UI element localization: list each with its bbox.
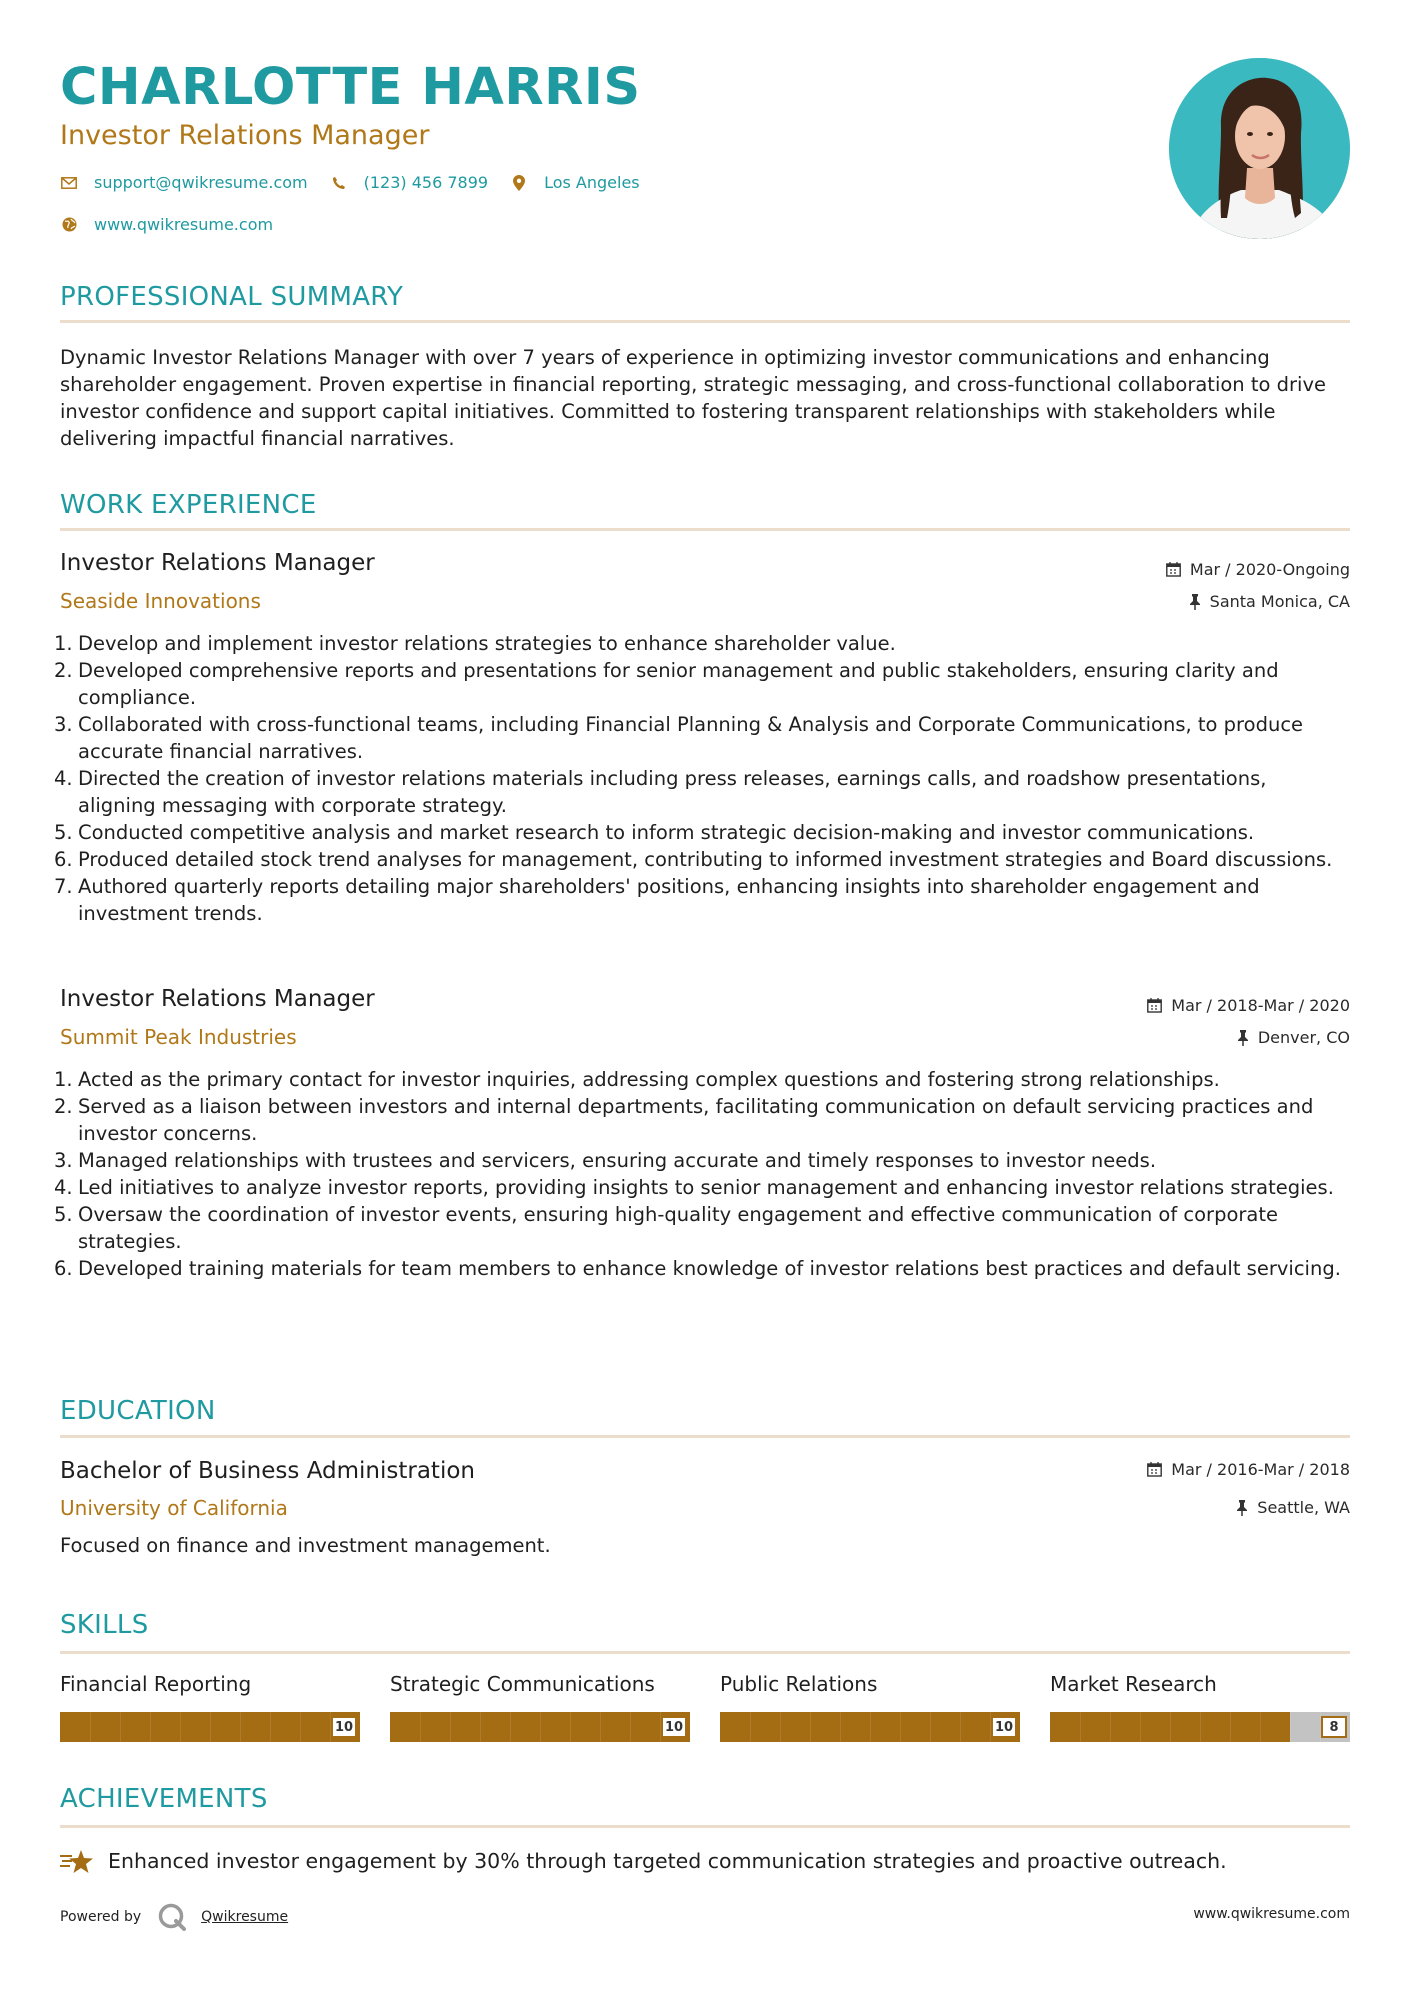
skill-name: Financial Reporting — [60, 1672, 252, 1696]
list-item: 5. Conducted competitive analysis and market research to inform strategic decision-making and investor communications. — [54, 821, 1255, 844]
location-text: Los Angeles — [544, 173, 640, 192]
education-dates-text: Mar / 2016-Mar / 2018 — [1171, 1460, 1350, 1479]
section-divider — [60, 1435, 1350, 1438]
skill-bar-segment — [930, 1712, 931, 1742]
skill-bar-segment — [210, 1712, 211, 1742]
summary-heading: PROFESSIONAL SUMMARY — [60, 282, 404, 312]
skill-bar-segment — [540, 1712, 541, 1742]
skill-bar-segment — [300, 1712, 301, 1742]
education-location — [1236, 1498, 1350, 1517]
skill-bar-segment — [900, 1712, 901, 1742]
skill-name: Market Research — [1050, 1672, 1217, 1696]
footer-url[interactable]: www.qwikresume.com — [1193, 1906, 1350, 1922]
skill-bar-segment — [600, 1712, 601, 1742]
website-text: www.qwikresume.com — [94, 215, 274, 234]
job-title: Investor Relations Manager — [60, 986, 375, 1012]
skill-bar-segment — [450, 1712, 451, 1742]
calendar-icon — [1166, 562, 1181, 577]
powered-by-label: Powered by — [60, 1909, 142, 1925]
contact-website[interactable] — [60, 215, 273, 234]
list-item: 6. Produced detailed stock trend analyses for management, contributing to informed investment strategies and Board discussions. — [54, 848, 1333, 871]
skill-bar-segment — [1260, 1712, 1261, 1742]
skill-bar-segment — [1110, 1712, 1111, 1742]
education-dates — [1147, 1460, 1350, 1479]
skills-heading: SKILLS — [60, 1610, 149, 1640]
skill-bar — [1050, 1712, 1350, 1742]
experience-heading: WORK EXPERIENCE — [60, 490, 317, 520]
qwikresume-logo-icon — [157, 1902, 187, 1932]
education-heading: EDUCATION — [60, 1396, 216, 1426]
skill-bar-segment — [240, 1712, 241, 1742]
achievement-item — [60, 1848, 1227, 1874]
pushpin-icon — [1189, 594, 1201, 610]
candidate-name: CHARLOTTE HARRIS — [60, 58, 641, 117]
job-location — [1237, 1028, 1350, 1047]
skill-bar-segment — [810, 1712, 811, 1742]
skill-name: Strategic Communications — [390, 1672, 655, 1696]
job-dates-text: Mar / 2020-Ongoing — [1189, 560, 1350, 579]
skill-bar-segment — [630, 1712, 631, 1742]
job-location-text: Santa Monica, CA — [1209, 592, 1350, 611]
skill-bar-segment — [1170, 1712, 1171, 1742]
map-pin-icon — [510, 174, 528, 192]
education-location-text: Seattle, WA — [1257, 1498, 1350, 1517]
contact-row — [60, 173, 662, 192]
skill-item — [60, 1672, 360, 1742]
skill-bar-segment — [180, 1712, 181, 1742]
list-item: 6. Developed training materials for team members to enhance knowledge of investor relations best practices and default servicing. — [54, 1257, 1341, 1280]
skill-bar — [720, 1712, 1020, 1742]
education-description: Focused on finance and investment management. — [60, 1534, 551, 1557]
skill-score: 10 — [661, 1716, 687, 1738]
skill-score: 10 — [991, 1716, 1017, 1738]
resume-page — [54, 0, 1350, 1990]
list-item: 5. Oversaw the coordination of investor events, ensuring high-quality engagement and effective communication of corporate strategies. — [54, 1203, 1278, 1253]
skill-bar-segment — [750, 1712, 751, 1742]
pushpin-icon — [1237, 1030, 1249, 1046]
avatar — [1169, 58, 1350, 239]
list-item: 3. Managed relationships with trustees and servicers, ensuring accurate and timely responses to investor needs. — [54, 1149, 1157, 1172]
brand-link[interactable]: Qwikresume — [201, 1909, 289, 1925]
portrait-image — [1169, 58, 1350, 239]
section-divider — [60, 320, 1350, 323]
skill-bar-segment — [1080, 1712, 1081, 1742]
skill-bar-segment — [270, 1712, 271, 1742]
section-divider — [60, 1825, 1350, 1828]
section-divider — [60, 528, 1350, 531]
company-name: Seaside Innovations — [60, 589, 261, 613]
skill-bar-segment — [90, 1712, 91, 1742]
skill-bar-segment — [120, 1712, 121, 1742]
skill-bar-segment — [780, 1712, 781, 1742]
envelope-icon — [60, 174, 78, 192]
job-title: Investor Relations Manager — [60, 550, 375, 576]
phone-text: (123) 456 7899 — [363, 173, 489, 192]
skill-item — [720, 1672, 1020, 1742]
list-item: 4. Led initiatives to analyze investor reports, providing insights to senior management and enhancing investor relations strategies. — [54, 1176, 1334, 1199]
globe-icon — [60, 216, 78, 234]
list-item: 4. Directed the creation of investor relations materials including press releases, earnings calls, and roadshow presentations, aligning messaging with corporate strategy. — [54, 767, 1267, 817]
skill-bar-segment — [1140, 1712, 1141, 1742]
summary-text: Dynamic Investor Relations Manager with over 7 years of experience in optimizing investor communications and enhancing shareholder engagement. Proven expertise in financial reporting, strategic messaging, and cross-functional collaboration to drive investor confidence and support capital initiatives. Committed to fostering transparent relationships with stakeholders while delivering impactful financial narratives. — [60, 346, 1326, 450]
footer-powered-by — [60, 1902, 288, 1932]
job-bullets — [54, 630, 1350, 927]
skill-score: 8 — [1321, 1716, 1347, 1738]
calendar-icon — [1147, 1462, 1162, 1477]
contact-row-web — [60, 215, 295, 234]
achievement-text: Enhanced investor engagement by 30% through targeted communication strategies and proactive outreach. — [108, 1849, 1227, 1873]
job-location-text: Denver, CO — [1257, 1028, 1350, 1047]
skill-bar-segment — [870, 1712, 871, 1742]
skill-item — [1050, 1672, 1350, 1742]
calendar-icon — [1147, 998, 1162, 1013]
skill-bar-segment — [420, 1712, 421, 1742]
contact-location — [510, 173, 640, 192]
job-location — [1189, 592, 1350, 611]
shooting-star-icon — [60, 1848, 94, 1874]
job-dates — [1166, 560, 1350, 579]
skill-bar — [60, 1712, 360, 1742]
list-item: 3. Collaborated with cross-functional teams, including Financial Planning & Analysis and Corporate Communications, to produce accurate financial narratives. — [54, 713, 1304, 763]
skill-bar-segment — [510, 1712, 511, 1742]
skill-bar-segment — [480, 1712, 481, 1742]
skill-score: 10 — [331, 1716, 357, 1738]
skill-bar-segment — [960, 1712, 961, 1742]
list-item: 7. Authored quarterly reports detailing major shareholders' positions, enhancing insights into shareholder engagement and investment trends. — [54, 875, 1260, 925]
company-name: Summit Peak Industries — [60, 1025, 297, 1049]
list-item: 2. Developed comprehensive reports and presentations for senior management and public stakeholders, ensuring clarity and compliance. — [54, 659, 1279, 709]
skill-name: Public Relations — [720, 1672, 878, 1696]
candidate-title: Investor Relations Manager — [60, 120, 430, 151]
pushpin-icon — [1236, 1500, 1248, 1516]
list-item: 1. Acted as the primary contact for investor inquiries, addressing complex questions and fostering strong relationships. — [54, 1068, 1220, 1091]
skill-bar-segment — [1230, 1712, 1231, 1742]
job-dates-text: Mar / 2018-Mar / 2020 — [1171, 996, 1350, 1015]
contact-phone[interactable] — [330, 173, 488, 192]
list-item: 2. Served as a liaison between investors and internal departments, facilitating communication on default servicing practices and investor concerns. — [54, 1095, 1314, 1145]
skill-item — [390, 1672, 690, 1742]
school-name: University of California — [60, 1496, 288, 1520]
contact-email[interactable] — [60, 173, 308, 192]
list-item: 1. Develop and implement investor relations strategies to enhance shareholder value. — [54, 632, 896, 655]
email-text: support@qwikresume.com — [94, 173, 308, 192]
skill-bar — [390, 1712, 690, 1742]
achievements-heading: ACHIEVEMENTS — [60, 1784, 268, 1814]
job-dates — [1147, 996, 1350, 1015]
section-divider — [60, 1651, 1350, 1654]
degree-title: Bachelor of Business Administration — [60, 1458, 475, 1484]
job-bullets — [54, 1066, 1350, 1282]
skill-bar-segment — [1290, 1712, 1291, 1742]
skill-bar-segment — [570, 1712, 571, 1742]
phone-icon — [330, 174, 348, 192]
skill-bar-segment — [150, 1712, 151, 1742]
skill-bar-segment — [840, 1712, 841, 1742]
skill-bar-segment — [1200, 1712, 1201, 1742]
